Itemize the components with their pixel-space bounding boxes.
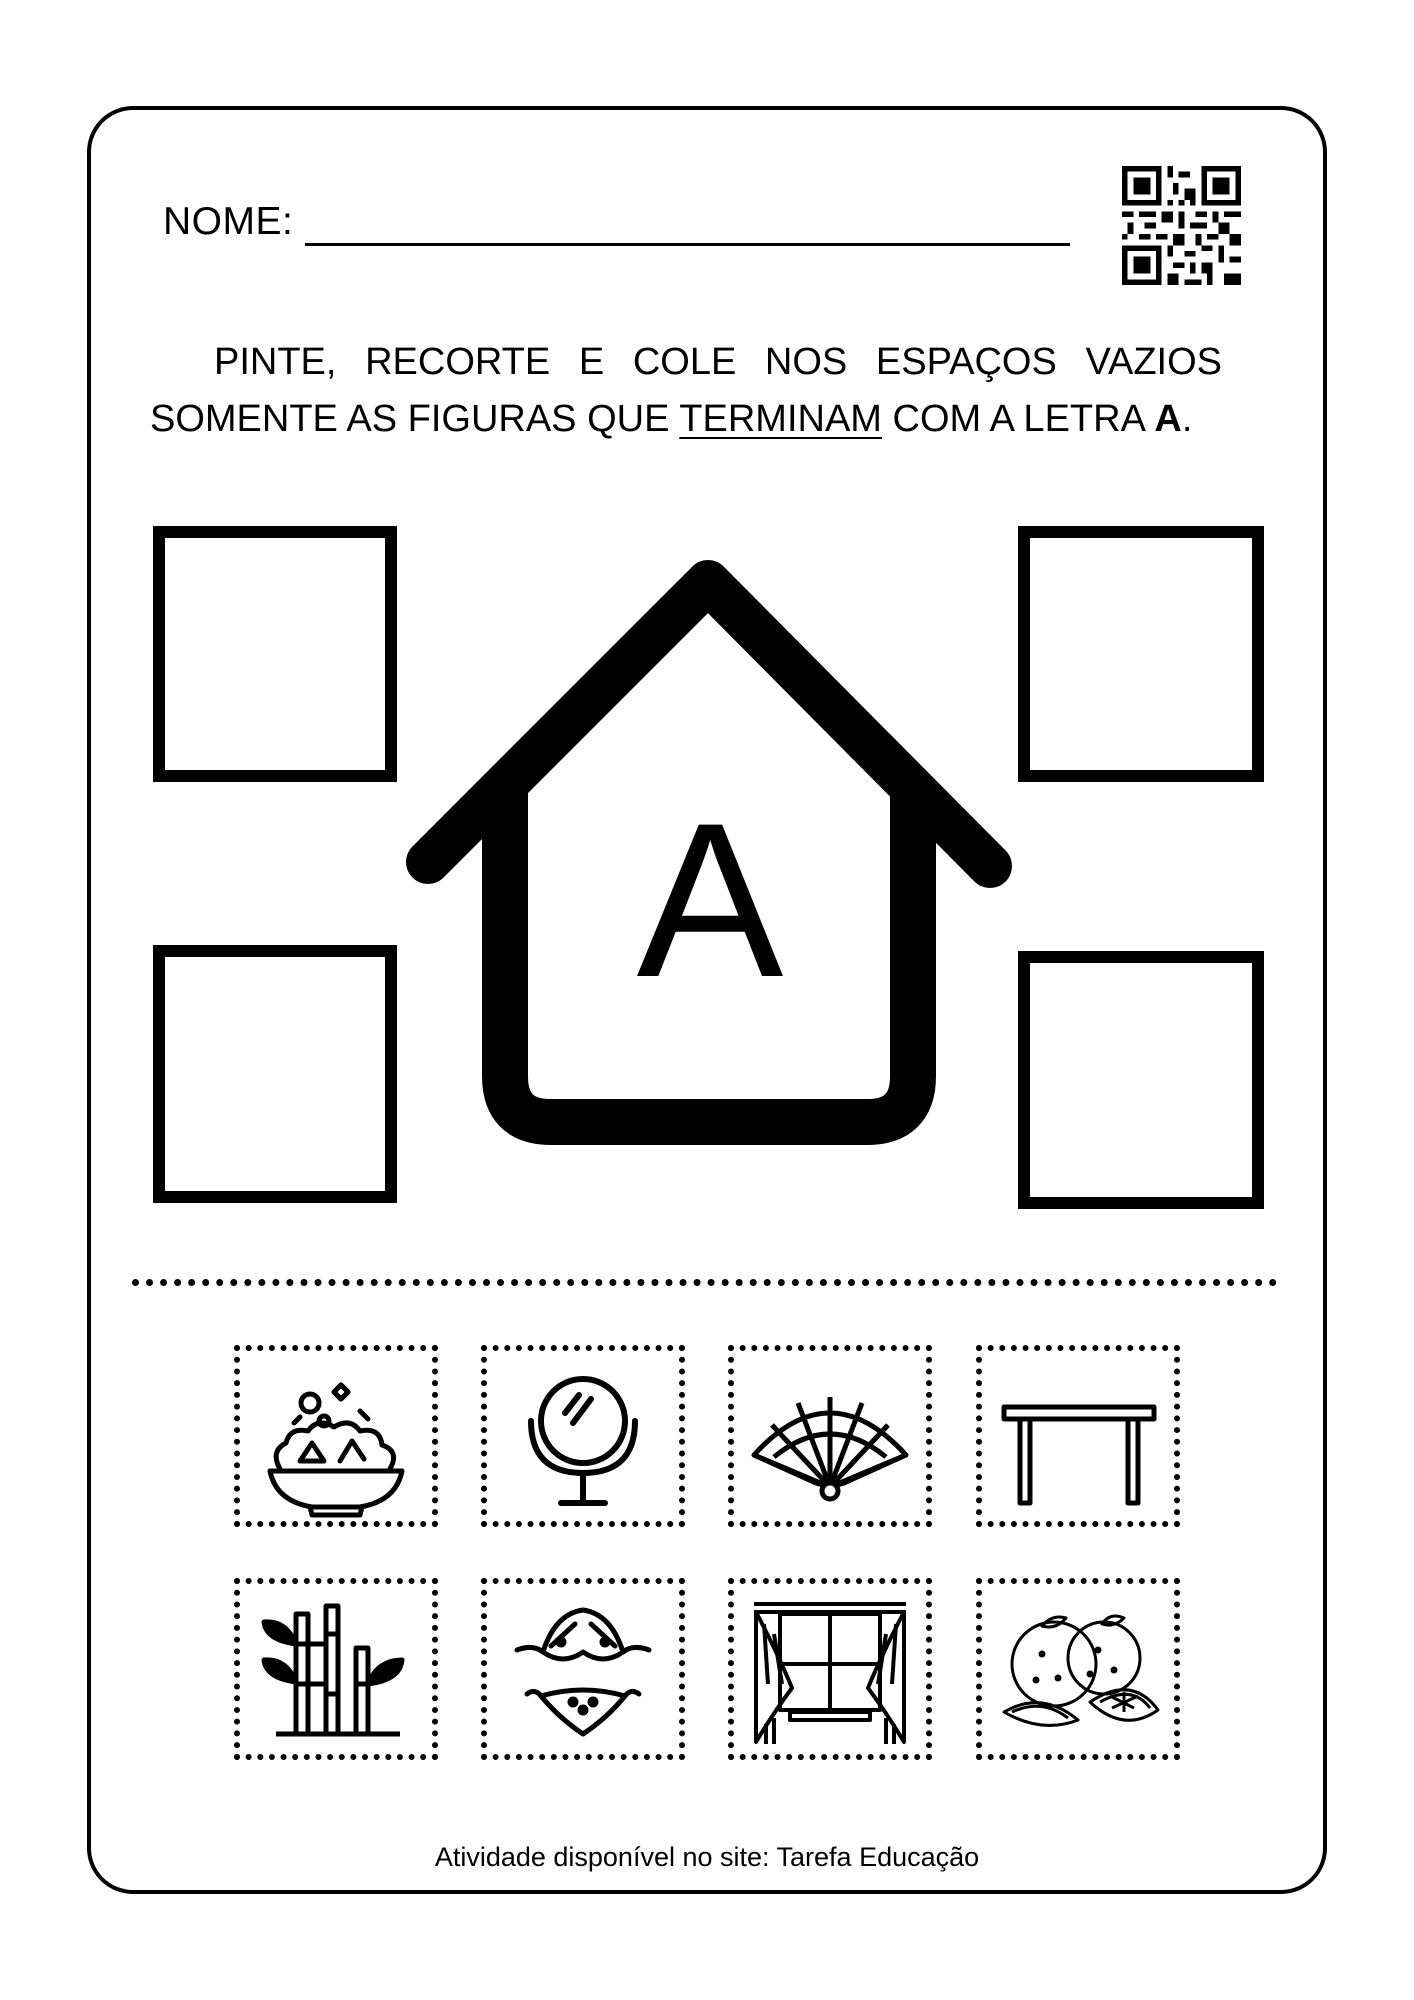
- paste-box-bottom-right[interactable]: [1018, 951, 1264, 1209]
- instruction-text: [150, 334, 1222, 448]
- cutout-card-window[interactable]: [728, 1578, 932, 1760]
- oranges-icon: [982, 1584, 1174, 1754]
- bikini-icon: [487, 1584, 679, 1754]
- cutout-card-oranges[interactable]: [976, 1578, 1180, 1760]
- salad-bowl-icon: [240, 1351, 432, 1521]
- table-icon: [982, 1351, 1174, 1521]
- name-field-line[interactable]: [305, 243, 1070, 246]
- cut-line: [132, 1279, 1277, 1286]
- mirror-icon: [487, 1351, 679, 1521]
- bamboo-icon: [240, 1584, 432, 1754]
- cutout-card-fan[interactable]: [728, 1345, 932, 1527]
- qr-code-icon: [1122, 166, 1241, 285]
- underlined-word: TERMINAM: [679, 398, 882, 440]
- paste-box-top-left[interactable]: [153, 526, 397, 782]
- cutout-card-salad[interactable]: [234, 1345, 438, 1527]
- cutout-card-bamboo[interactable]: [234, 1578, 438, 1760]
- instruction-line-2: SOMENTE AS FIGURAS QUE TERMINAM COM A LETRA A.: [150, 398, 1193, 440]
- instruction-line-1: PINTE, RECORTE E COLE NOS ESPAÇOS VAZIOS: [214, 341, 1222, 383]
- cutout-card-table[interactable]: [976, 1345, 1180, 1527]
- name-label: NOME:: [163, 200, 294, 243]
- house-letter: A: [636, 777, 784, 1023]
- bold-letter: A: [1154, 398, 1182, 440]
- cutout-card-bikini[interactable]: [481, 1578, 685, 1760]
- hand-fan-icon: [734, 1351, 926, 1521]
- paste-box-bottom-left[interactable]: [153, 945, 397, 1203]
- cutout-card-mirror[interactable]: [481, 1345, 685, 1527]
- window-curtain-icon: [734, 1584, 926, 1754]
- paste-box-top-right[interactable]: [1018, 526, 1264, 782]
- footer-text: Atividade disponível no site: Tarefa Educação: [434, 1842, 980, 1872]
